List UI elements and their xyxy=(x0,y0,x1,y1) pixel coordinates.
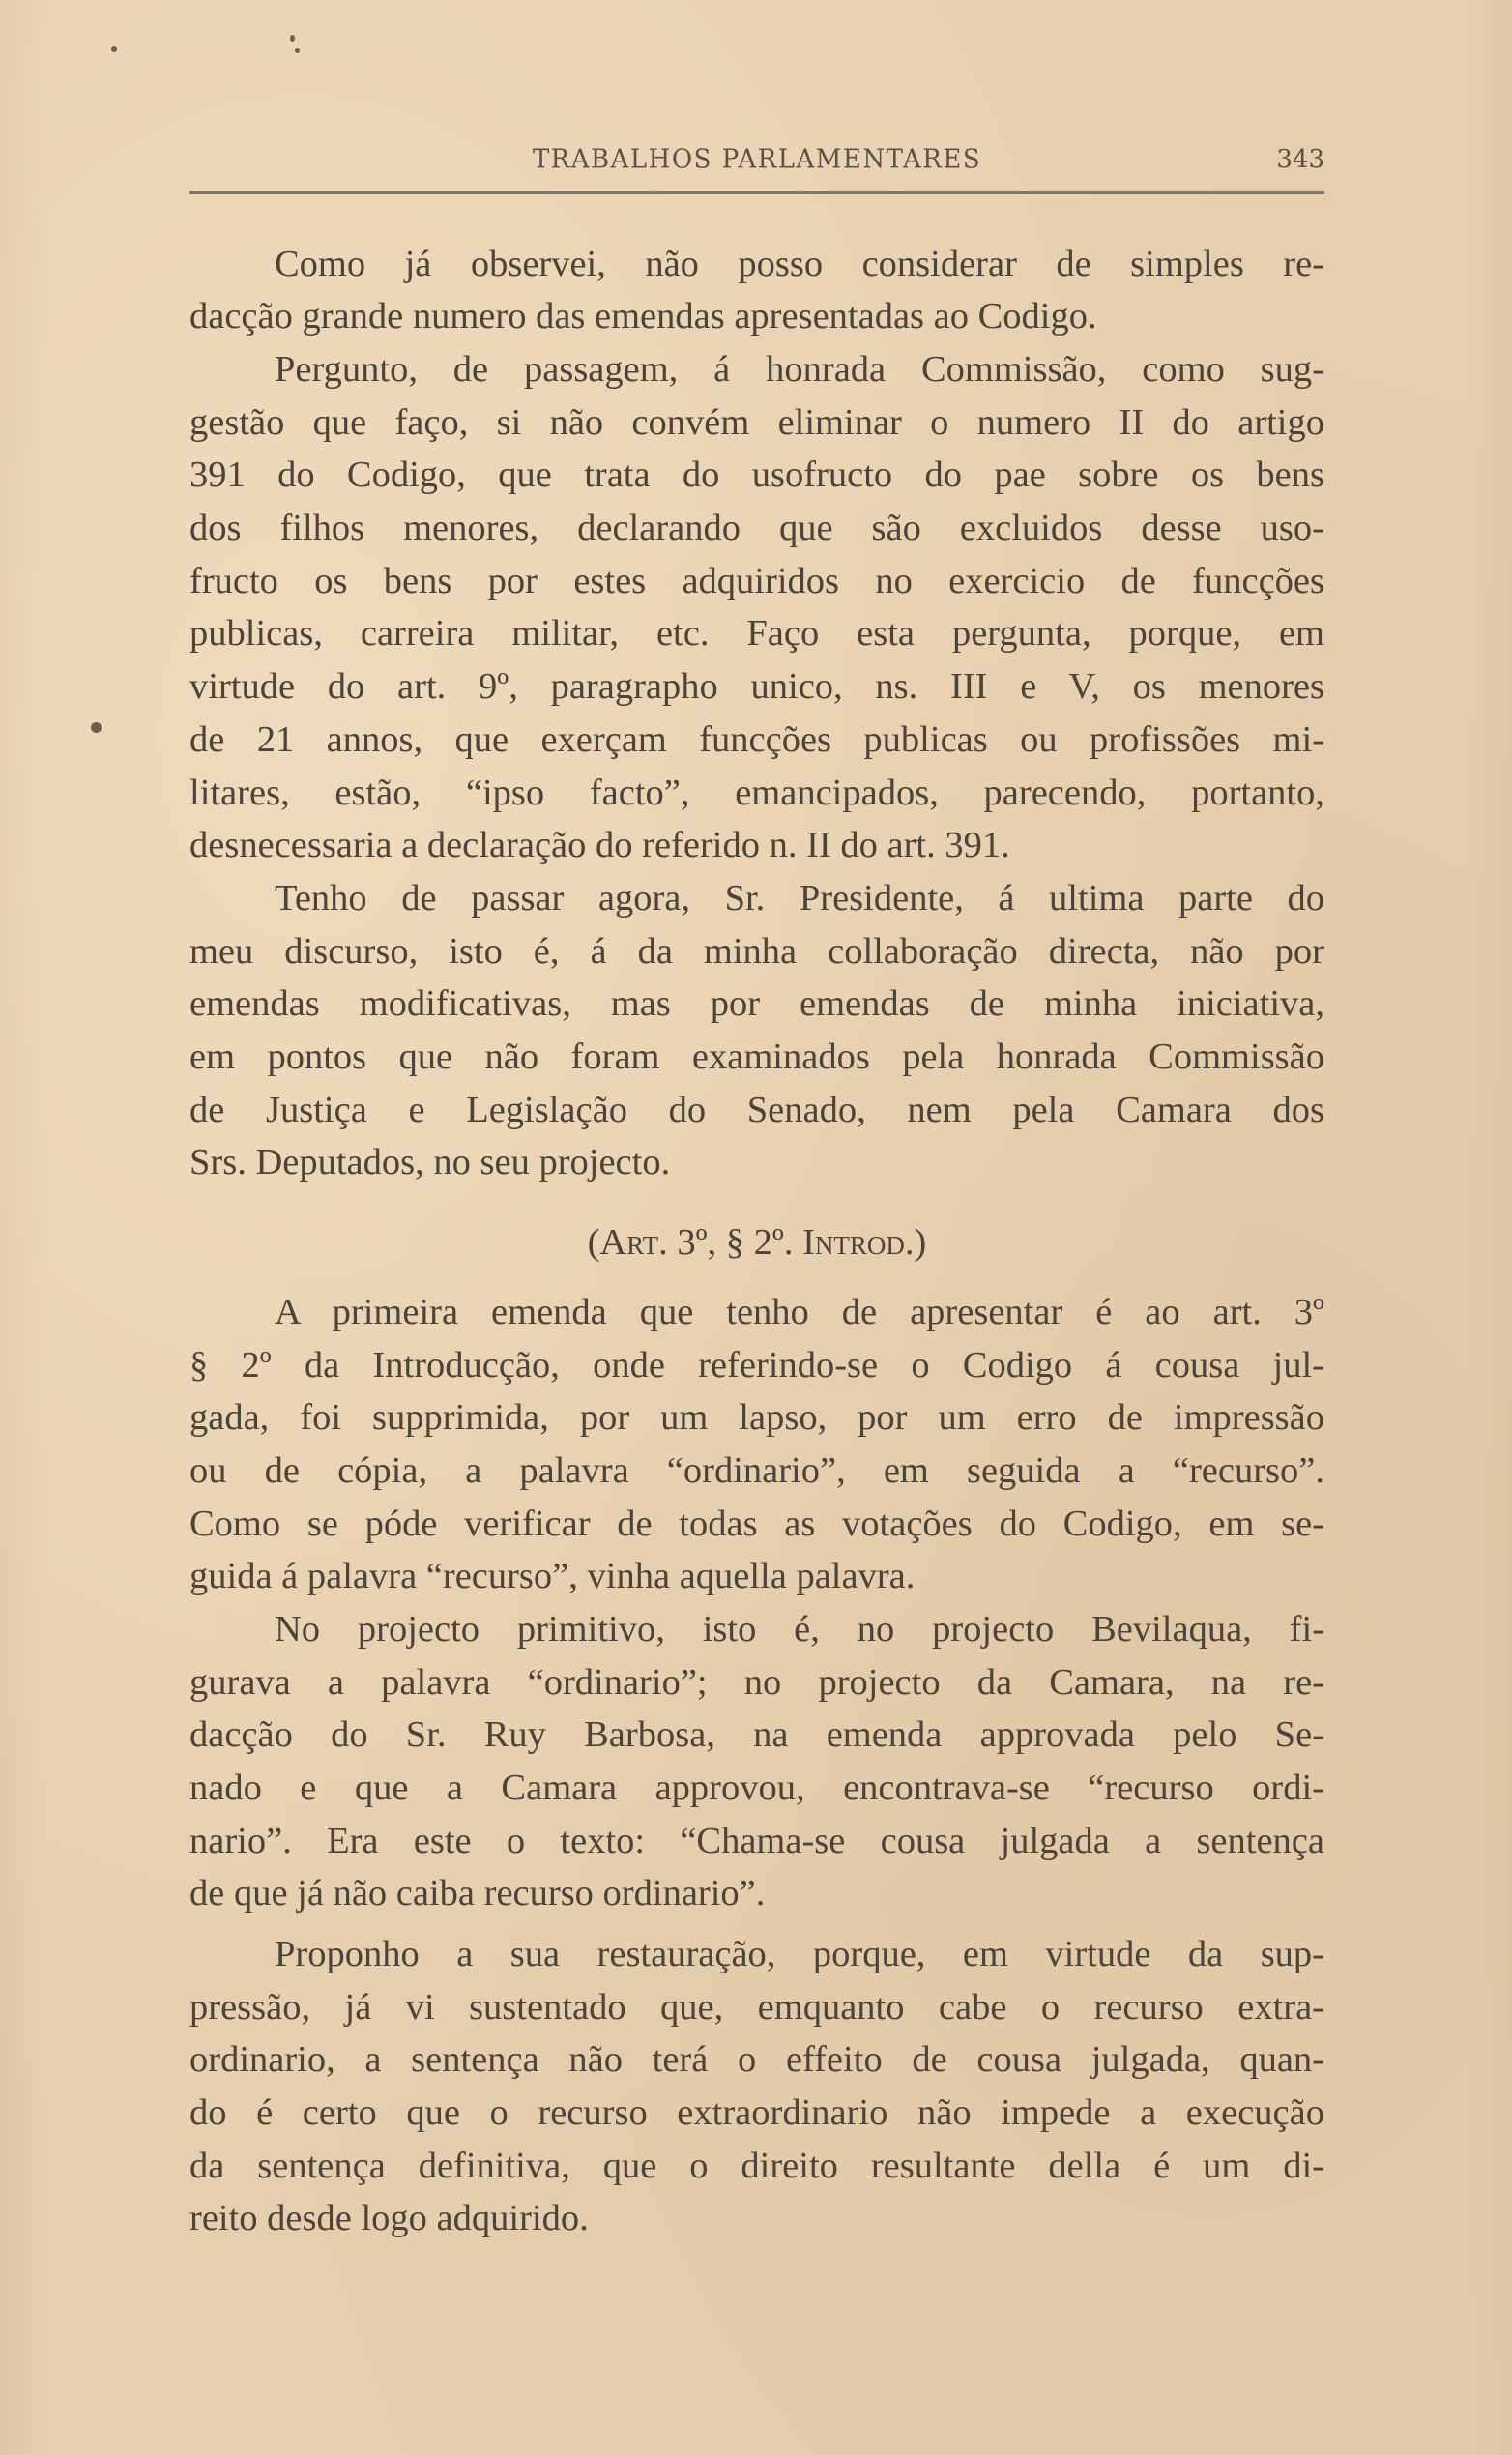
text-line: de Justiça e Legislação do Senado, nem pela Camara dos xyxy=(189,1090,1324,1130)
text-line: fructo os bens por estes adquiridos no exercicio de funcções xyxy=(189,561,1324,601)
header-rule xyxy=(189,191,1324,194)
text-line: de 21 annos, que exerçam funcções publicas ou profissões mi- xyxy=(189,719,1324,760)
text-line: No projecto primitivo, isto é, no projecto Bevilaqua, fi- xyxy=(275,1609,1324,1650)
text-line: gestão que faço, si não convém eliminar o numero II do artigo xyxy=(189,402,1324,443)
text-line: do é certo que o recurso extraordinario não impede a execução xyxy=(189,2092,1324,2133)
section-heading: (Art. 3º, § 2º. Introd.) xyxy=(587,1222,927,1263)
text-line: nario”. Era este o texto: “Chama-se cousa julgada a sentença xyxy=(189,1821,1324,1861)
text-line: dacção grande numero das emendas apresentadas ao Codigo. xyxy=(189,296,1097,336)
text-line: Srs. Deputados, no seu projecto. xyxy=(189,1142,671,1183)
text-line: Proponho a sua restauração, porque, em virtude da sup- xyxy=(275,1934,1324,1974)
text-line: gurava a palavra “ordinario”; no projecto da Camara, na re- xyxy=(189,1662,1324,1703)
text-line: dos filhos menores, declarando que são excluidos desse uso- xyxy=(189,508,1324,548)
text-line: guida á palavra “recurso”, vinha aquella palavra. xyxy=(189,1556,916,1596)
text-line: ou de cópia, a palavra “ordinario”, em seguida a “recurso”. xyxy=(189,1450,1324,1491)
text-line: Como já observei, não posso considerar de simples re- xyxy=(275,244,1324,284)
text-line: nado e que a Camara approvou, encontrava-se “recurso ordi- xyxy=(189,1768,1324,1808)
text-line: Tenho de passar agora, Sr. Presidente, á ultima parte do xyxy=(275,878,1324,919)
paper-speck xyxy=(295,48,300,53)
text-line: pressão, já vi sustentado que, emquanto cabe o recurso extra- xyxy=(189,1987,1324,2028)
page-header xyxy=(189,141,1324,180)
text-line: publicas, carreira militar, etc. Faço esta pergunta, porque, em xyxy=(189,613,1324,654)
text-line: reito desde logo adquirido. xyxy=(189,2198,589,2238)
text-line: § 2º da Introducção, onde referindo-se o Codigo á cousa jul- xyxy=(189,1345,1324,1386)
text-line: da sentença definitiva, que o direito resultante della é um di- xyxy=(189,2146,1324,2186)
running-title: TRABALHOS PARLAMENTARES xyxy=(532,144,982,175)
text-line: meu discurso, isto é, á da minha collaboração directa, não por xyxy=(189,931,1324,972)
text-line: em pontos que não foram examinados pela honrada Commissão xyxy=(189,1037,1324,1077)
text-line: emendas modificativas, mas por emendas de minha iniciativa, xyxy=(189,983,1324,1024)
text-line: ordinario, a sentença não terá o effeito de cousa julgada, quan- xyxy=(189,2039,1324,2080)
paper-speck xyxy=(111,46,117,52)
text-line: A primeira emenda que tenho de apresentar é ao art. 3º xyxy=(275,1292,1324,1332)
text-line: gada, foi supprimida, por um lapso, por um erro de impressão xyxy=(189,1397,1324,1438)
text-line: dacção do Sr. Ruy Barbosa, na emenda approvada pelo Se- xyxy=(189,1714,1324,1755)
margin-dot xyxy=(91,722,102,733)
text-line: 391 do Codigo, que trata do usofructo do pae sobre os bens xyxy=(189,454,1324,495)
text-line: de que já não caiba recurso ordinario”. xyxy=(189,1873,766,1914)
text-line: virtude do art. 9º, paragrapho unico, ns. III e V, os menores xyxy=(189,666,1324,707)
text-line: litares, estão, “ipso facto”, emancipados, parecendo, portanto, xyxy=(189,773,1324,813)
text-line: Como se póde verificar de todas as votações do Codigo, em se- xyxy=(189,1504,1324,1544)
paper-speck xyxy=(290,35,295,42)
page-number: 343 xyxy=(1276,145,1324,174)
text-line: desnecessaria a declaração do referido n. II do art. 391. xyxy=(189,825,1010,865)
text-line: Pergunto, de passagem, á honrada Commissão, como sug- xyxy=(275,349,1324,390)
